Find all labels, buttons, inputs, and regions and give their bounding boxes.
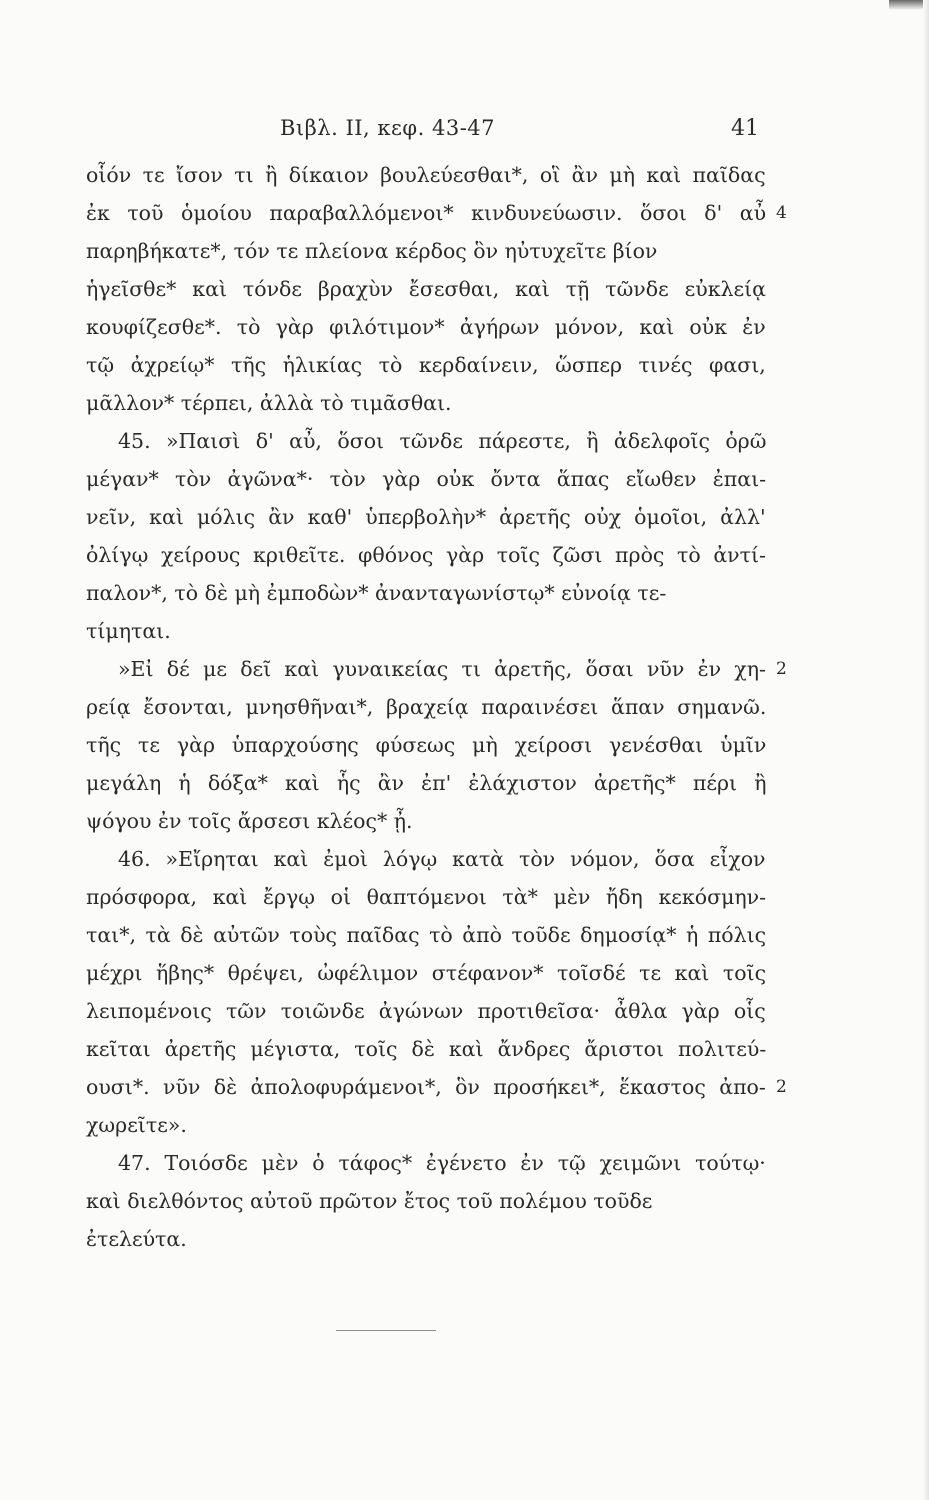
text-line — [86, 384, 766, 422]
text-line-content: ἐτελεύτα. — [86, 1227, 187, 1251]
text-line-content: λειπομένοις τῶν τοιῶνδε ἀγώνων προτιθεῖσα· ἆθλα γὰρ οἷς — [86, 999, 766, 1023]
text-line — [86, 232, 766, 270]
text-line — [86, 1182, 766, 1220]
end-rule — [336, 1330, 436, 1331]
page-edge-shadow — [923, 0, 929, 1500]
text-line — [86, 726, 766, 764]
text-line-content: τῆς τε γὰρ ὑπαρχούσης φύσεως μὴ χείροσι γενέσθαι ὑμῖν — [86, 733, 767, 757]
text-line — [86, 1220, 766, 1258]
text-line-content: παλον*, τὸ δὲ μὴ ἐμποδὼν* ἀνανταγωνίστῳ* εὐνοίᾳ τε- — [86, 581, 667, 605]
text-line-content: ουσι*. νῦν δὲ ἀπολοφυράμενοι*, ὃν προσήκει*, ἕκαστος ἀπο- — [86, 1075, 766, 1099]
text-line — [118, 422, 766, 460]
text-line — [86, 612, 766, 650]
text-line — [86, 308, 766, 346]
text-line-content: 46. »Εἴρηται καὶ ἐμοὶ λόγῳ κατὰ τὸν νόμον, ὅσα εἶχον — [118, 847, 766, 871]
text-line-content: χωρεῖτε». — [86, 1113, 187, 1137]
text-line — [118, 840, 766, 878]
text-line — [86, 688, 766, 726]
text-line-content: ἡγεῖσθε* καὶ τόνδε βραχὺν ἔσεσθαι, καὶ τῇ τῶνδε εὐκλείᾳ — [86, 277, 767, 301]
text-line-content: κουφίζεσθε*. τὸ γὰρ φιλότιμον* ἀγήρων μόνον, καὶ οὐκ ἐν — [86, 315, 766, 339]
text-line-content: νεῖν, καὶ μόλις ἂν καθ' ὑπερβολὴν* ἀρετῆς οὐχ ὁμοῖοι, ἀλλ' — [86, 505, 766, 529]
text-line — [118, 1144, 766, 1182]
text-line-content: ρείᾳ ἔσονται, μνησθῆναι*, βραχείᾳ παραινέσει ἅπαν σημανῶ. — [86, 695, 767, 719]
text-line — [86, 460, 766, 498]
text-line — [86, 270, 766, 308]
text-line — [86, 1030, 766, 1068]
text-line — [86, 764, 766, 802]
text-line-content: 45. »Παισὶ δ' αὖ, ὅσοι τῶνδε πάρεστε, ἢ ἀδελφοῖς ὁρῶ — [118, 429, 767, 453]
text-line-content: μέγαν* τὸν ἀγῶνα*· τὸν γὰρ οὐκ ὄντα ἅπας εἴωθεν ἐπαι- — [86, 467, 767, 491]
text-line — [86, 574, 766, 612]
text-line-content: ἐκ τοῦ ὁμοίου παραβαλλόμενοι* κινδυνεύωσιν. ὅσοι δ' αὖ — [86, 201, 767, 225]
text-line — [86, 156, 766, 194]
text-line-content: μέχρι ἥβης* θρέψει, ὠφέλιμον στέφανον* τοῖσδέ τε καὶ τοῖς — [86, 961, 767, 985]
text-line — [86, 916, 766, 954]
text-line-content: 47. Τοιόσδε μὲν ὁ τάφος* ἐγένετο ἐν τῷ χειμῶνι τούτῳ· — [118, 1151, 766, 1175]
text-line-content: μεγάλη ἡ δόξα* καὶ ἧς ἂν ἐπ' ἐλάχιστον ἀρετῆς* πέρι ἢ — [86, 771, 767, 795]
text-line-content: τῷ ἀχρείῳ* τῆς ἡλικίας τὸ κερδαίνειν, ὥσπερ τινές φασι, — [86, 353, 766, 377]
text-line-content: πρόσφορα, καὶ ἔργῳ οἱ θαπτόμενοι τὰ* μὲν ἤδη κεκόσμην- — [86, 885, 767, 909]
text-line — [86, 992, 766, 1030]
text-line-content: ται*, τὰ δὲ αὐτῶν τοὺς παῖδας τὸ ἀπὸ τοῦδε δημοσίᾳ* ἡ πόλις — [86, 923, 767, 947]
text-line-content: μᾶλλον* τέρπει, ἀλλὰ τὸ τιμᾶσθαι. — [86, 391, 452, 415]
text-line — [86, 954, 766, 992]
margin-line-number: 2 — [776, 659, 787, 679]
text-line-content: ψόγου ἐν τοῖς ἄρσεσι κλέος* ᾖ. — [86, 809, 413, 833]
margin-line-number: 2 — [776, 1077, 787, 1097]
text-line-content: τίμηται. — [86, 619, 171, 643]
text-line-content: ὀλίγῳ χείρους κριθεῖτε. φθόνος γὰρ τοῖς ζῶσι πρὸς τὸ ἀντί- — [86, 543, 766, 567]
text-line — [86, 194, 766, 232]
page-number: 41 — [731, 116, 759, 141]
text-line-content: κεῖται ἀρετῆς μέγιστα, τοῖς δὲ καὶ ἄνδρες ἄριστοι πολιτεύ- — [86, 1037, 767, 1061]
text-line — [86, 878, 766, 916]
text-line — [86, 536, 766, 574]
text-line-content: καὶ διελθόντος αὐτοῦ πρῶτον ἔτος τοῦ πολέμου τοῦδε — [86, 1189, 653, 1213]
margin-line-number: 4 — [776, 203, 787, 223]
text-line — [86, 1068, 766, 1106]
text-line — [86, 498, 766, 536]
text-line — [86, 346, 766, 384]
running-title: Βιβλ. II, κεφ. 43-47 — [280, 116, 496, 140]
text-line — [118, 650, 766, 688]
text-line-content: »Εἰ δέ με δεῖ καὶ γυναικείας τι ἀρετῆς, ὅσαι νῦν ἐν χη- — [118, 657, 766, 681]
running-head — [0, 116, 929, 150]
text-line-content: παρηβήκατε*, τόν τε πλείονα κέρδος ὃν ηὐτυχεῖτε βίον — [86, 239, 658, 263]
text-line — [86, 802, 766, 840]
text-line — [86, 1106, 766, 1144]
text-line-content: οἷόν τε ἴσον τι ἢ δίκαιον βουλεύεσθαι*, οἳ ἂν μὴ καὶ παῖδας — [86, 163, 766, 187]
